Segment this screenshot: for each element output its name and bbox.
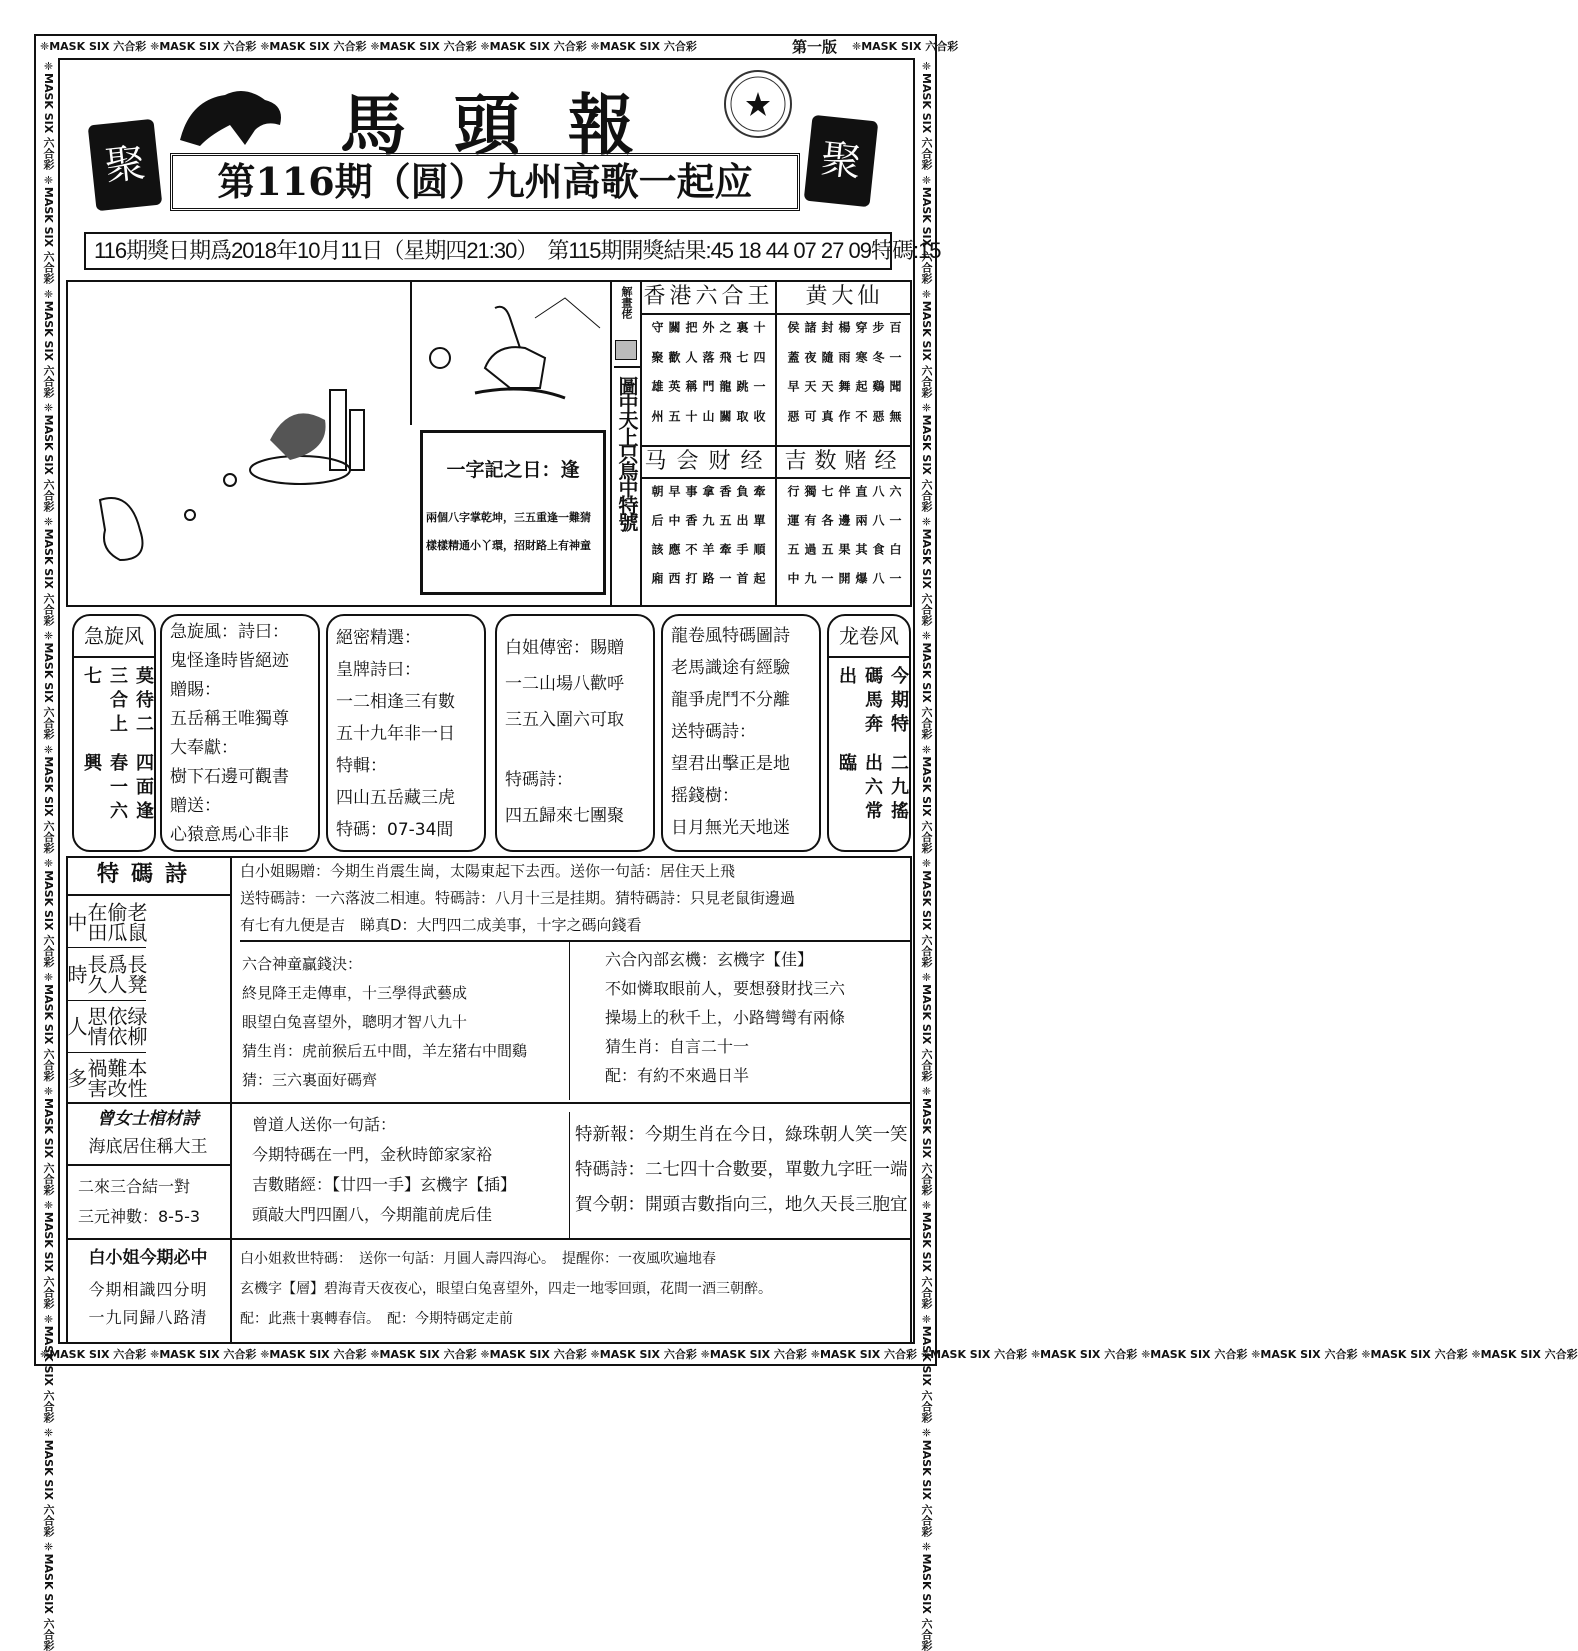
temashi-column: 本性難改禍害多: [64, 1058, 148, 1099]
left-flag: 聚: [88, 119, 163, 211]
poem-line: 三五入圍六可取: [505, 710, 624, 730]
poem-box-4: [661, 614, 821, 852]
box-column: 今期特碼馬奔出: [836, 666, 909, 738]
poem-line: 龍卷風特碼圖詩: [671, 626, 790, 646]
poem-line: 急旋風：詩曰：: [170, 622, 289, 642]
zeng-title: 曾女士棺材詩: [97, 1109, 199, 1129]
jixuanfeng-box: [72, 614, 156, 852]
text-line: 白小姐賜贈：今期生肖震生崗，太陽東起下去西。送你一句話：居住天上飛: [240, 862, 736, 880]
grid-column: 一八爆開一九中: [786, 572, 902, 589]
grid-column: 四七飛落人歡聚: [650, 350, 766, 367]
text-line: 特新報：今期生肖在今日，綠珠朝人笑一笑: [575, 1125, 908, 1145]
border-text-top-right: ❈MASK SIX 六合彩: [852, 40, 959, 53]
poem-line: 四五歸來七團聚: [505, 806, 624, 826]
text-line: 頭敲大門四圍八，今期龍前虎后佳: [252, 1205, 493, 1224]
liuhe-shentong: [242, 950, 567, 1095]
jiushi-tema: [240, 1244, 772, 1334]
poem-line: 樹下石邊可觀書: [170, 767, 289, 787]
text-line: 三元神數：8-5-3: [78, 1207, 201, 1226]
grid-column: 一八兩邊各有運: [786, 514, 902, 531]
text-line: 猜：三六裏面好碼齊: [242, 1071, 378, 1089]
grid-column: 起首一路打西廂: [650, 572, 766, 589]
poem-line: 特碼：07-34間: [336, 820, 454, 840]
poem-box-3: [495, 614, 655, 852]
grid-column: 一跳龍門稱英雄: [650, 380, 766, 397]
text-line: 二來三合結一對: [78, 1177, 191, 1196]
grid-column: 收取關山十五州: [650, 409, 766, 426]
text-line: 玄機字【層】碧海青天夜夜心，眼望白兔喜望外，四走一地零回頭，花間一酒三朝醉。: [240, 1281, 772, 1297]
poem-line: 一二山場八歡呼: [505, 674, 624, 694]
poem-line: 望君出擊正是地: [671, 754, 790, 774]
temashi-column: 绿柳依依思情人: [66, 1001, 146, 1053]
riddle-line: 兩個八字掌乾坤，三五重逢一難猜: [426, 511, 591, 524]
text-line: 猜生肖：虎前猴后五中間，羊左猪右中間鷄: [242, 1042, 528, 1060]
riddle-title: 一字記之日：逢: [446, 459, 580, 481]
text-line: 配：此燕十裏轉春信。 配：今期特碼定走前: [240, 1311, 513, 1327]
text-line: 一九同歸八路清: [88, 1308, 208, 1327]
poem-line: 日月無光天地迷: [671, 818, 790, 838]
divider: [410, 280, 412, 425]
poem-line: 皇牌詩曰：: [336, 660, 421, 680]
poem-line: 心猿意馬心非非: [170, 825, 289, 845]
text-line: 六合內部玄機：玄機字【佳】: [605, 950, 814, 969]
grid-column: 六八直伴七獨行: [786, 485, 902, 502]
liuhe-neibu: [605, 945, 845, 1090]
poem-line: 贈送：: [170, 796, 221, 816]
poem-line: 四山五岳藏三虎: [336, 788, 455, 808]
poem-box-2: [326, 614, 486, 852]
texinbao: [575, 1118, 908, 1223]
prediction-grid: [642, 280, 912, 607]
text-line: 吉數賭經：【廿四一手】玄機字【插】: [252, 1175, 517, 1194]
temashi-column: 老鼠偷瓜在田中: [66, 896, 146, 948]
poem-line: 特輯：: [336, 756, 387, 776]
poem-line: 贈賜：: [170, 680, 221, 700]
poem-box-1: [160, 614, 320, 852]
text-line: 猜生肖：自言二十一: [605, 1037, 750, 1056]
temashi-box: [66, 856, 232, 1102]
painter-stamp-icon: [615, 340, 637, 360]
text-line: 眼望白兔喜望外，聰明才智八九十: [242, 1013, 468, 1031]
zeng-line: 海底居住稱大王: [88, 1137, 208, 1157]
poem-line: 白姐傳密：賜贈: [505, 638, 624, 658]
border-text-bottom: ❈MASK SIX 六合彩 ❈MASK SIX 六合彩 ❈MASK SIX 六合彩 ❈MASK SIX 六合彩 ❈MASK SIX 六合彩 ❈MASK SIX 六合彩 ❈MASK SIX 六合彩 ❈MASK SIX 六合彩 ❈MASK SIX 六合彩 ❈MASK SIX 六合彩 ❈MASK SIX 六合彩 ❈MASK SIX 六合彩 ❈MASK SIX 六合彩 ❈MASK SIX 六合彩: [40, 1348, 1578, 1361]
grid-column: 無惡不作真可惡: [786, 409, 902, 426]
grid-column: 單出五九香中后: [650, 514, 766, 531]
grid-header: 香港六合王: [642, 282, 777, 315]
grid-column: 十裏之外把關守: [650, 321, 766, 338]
text-line: 白小姐救世特碼： 送你一句話：月圓人壽四海心。 提醒你：一夜風吹遍地春: [240, 1251, 716, 1267]
poem-line: 大奉獻：: [170, 738, 238, 758]
grid-cell: [642, 479, 777, 607]
grid-column: 一冬寒雨隨夜蓋: [786, 350, 902, 367]
riddle-box: [420, 430, 606, 595]
text-line: 特碼詩：二七四十合數要，單數九字旺一端: [575, 1160, 908, 1180]
text-line: 有七有九便是吉 睇真D：大門四二成美事，十字之碼向錢看: [240, 916, 642, 934]
issue-banner: 第116期（圆）九州高歌一起应: [170, 153, 800, 211]
grid-column: 聞鷄起舞天天早: [786, 380, 902, 397]
text-line: 賀今朝：開頭吉數指向三，地久天長三胞宜: [575, 1195, 908, 1215]
text-line: 曾道人送你一句話：: [252, 1115, 397, 1134]
divider: [569, 1112, 570, 1238]
box-title: 龙卷风: [829, 616, 909, 658]
edition-label: 第一版: [788, 36, 848, 57]
border-text-top: ❈MASK SIX 六合彩 ❈MASK SIX 六合彩 ❈MASK SIX 六合彩 ❈MASK SIX 六合彩 ❈MASK SIX 六合彩 ❈MASK SIX 六合彩: [40, 40, 697, 53]
grid-cell: [777, 479, 912, 607]
grid-header: 黄大仙: [777, 282, 912, 315]
grid-header: 吉数赌经: [777, 445, 912, 479]
text-line: 不如憐取眼前人，要想發財找三六: [605, 979, 846, 998]
grid-header: 马会财经: [642, 445, 777, 479]
poem-line: 五十九年非一日: [336, 724, 455, 744]
grid-column: 百步穿楊封諸侯: [786, 321, 902, 338]
side-strip: [610, 280, 642, 607]
zengdaoren: [252, 1110, 516, 1230]
horse-logo-icon: [170, 80, 300, 150]
text-line: 今期特碼在一門，金秋時節家家裕: [252, 1145, 493, 1164]
cartoon-illustration-icon: [80, 380, 400, 600]
grid-cell: [777, 315, 912, 445]
masthead-title: 馬頭報: [340, 86, 682, 164]
border-text-left: ❈MASK SIX 六合彩 ❈MASK SIX 六合彩 ❈MASK SIX 六合彩 ❈MASK SIX 六合彩 ❈MASK SIX 六合彩 ❈MASK SIX 六合彩 ❈MASK SIX 六合彩 ❈MASK SIX 六合彩 ❈MASK SIX 六合彩 ❈MASK SIX 六合彩 ❈MASK SIX 六合彩 ❈MASK SIX 六合彩 ❈MASK SIX 六合彩 ❈MASK SIX 六合彩: [42, 60, 55, 1651]
bizhong-box: [66, 1240, 232, 1344]
riddle-line: 樣樣精通小丫環，招財路上有神童: [426, 539, 591, 552]
poem-line: 五岳稱王唯獨尊: [170, 709, 289, 729]
poem-line: 龍爭虎鬥不分離: [671, 690, 790, 710]
box-column: 二九搖出六常臨: [836, 753, 909, 825]
poem-line: 送特碼詩：: [671, 722, 756, 742]
baixiaojie-gift: [240, 858, 910, 942]
poem-line: 摇錢樹：: [671, 786, 739, 806]
grid-column: 順手牽羊不應該: [650, 543, 766, 560]
bizhong-title: 白小姐今期必中: [88, 1248, 208, 1268]
temashi-column: 長凳爲人長久時: [66, 948, 146, 1000]
text-line: 六合神童贏錢決：: [242, 955, 363, 973]
seal-stamp-icon: [722, 68, 794, 140]
grid-cell: [642, 315, 777, 445]
longjuanfeng-box: [827, 614, 911, 852]
divider: [569, 942, 570, 1100]
poem-line: 特碼詩：: [505, 770, 573, 790]
text-line: 操場上的秋千上，小路彎彎有兩條: [605, 1008, 846, 1027]
box-column: 莫待二三合上七: [81, 666, 154, 738]
poem-line: 一二相逢三有數: [336, 692, 455, 712]
temashi-title: 特碼詩: [66, 856, 230, 896]
box-title: 急旋风: [74, 616, 154, 658]
grid-column: 牽負香拿事早朝: [650, 485, 766, 502]
zeng-box: [66, 1104, 232, 1238]
side-strip-vertical-text: 圖中天上只鳥中特號: [614, 366, 640, 529]
text-line: 配：有約不來過日半: [605, 1066, 750, 1085]
poem-line: 老馬識途有經驗: [671, 658, 790, 678]
right-flag: 聚: [804, 115, 879, 207]
text-line: 今期相識四分明: [88, 1280, 208, 1299]
side-strip-label: 解畫佬: [620, 286, 633, 319]
draw-date-bar: 116期獎日期爲2018年10月11日（星期四21:30） 第115期開獎結果:45 18 44 07 27 09特碼:15: [84, 232, 892, 270]
poem-line: 鬼怪逢時皆絕迹: [170, 651, 289, 671]
box-column: 四面逢春一六興: [81, 753, 154, 825]
goat-illustration-icon: [415, 288, 605, 418]
poem-line: 絕密精選：: [336, 628, 421, 648]
border-text-right: ❈MASK SIX 六合彩 ❈MASK SIX 六合彩 ❈MASK SIX 六合彩 ❈MASK SIX 六合彩 ❈MASK SIX 六合彩 ❈MASK SIX 六合彩 ❈MASK SIX 六合彩 ❈MASK SIX 六合彩 ❈MASK SIX 六合彩 ❈MASK SIX 六合彩 ❈MASK SIX 六合彩 ❈MASK SIX 六合彩 ❈MASK SIX 六合彩 ❈MASK SIX 六合彩: [920, 60, 933, 1651]
text-line: 終見降王走傳車，十三學得武藝成: [242, 984, 468, 1002]
text-line: 送特碼詩：一六落波二相連。特碼詩：八月十三是挂期。猜特碼詩：只見老鼠街邊過: [240, 889, 796, 907]
grid-column: 白食其果五過五: [786, 543, 902, 560]
